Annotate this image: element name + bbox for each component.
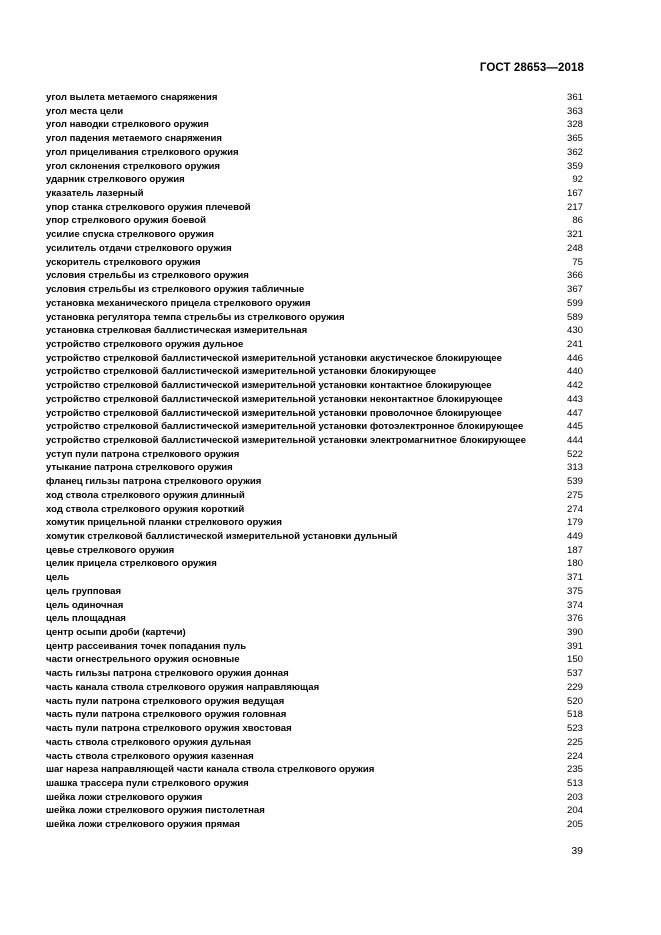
index-term: цель площадная: [46, 613, 126, 625]
index-term: шейка ложи стрелкового оружия пистолетная: [46, 805, 265, 817]
index-entry: [46, 475, 583, 489]
index-page-ref: 443: [566, 393, 583, 405]
index-term: цель групповая: [46, 585, 122, 597]
index-entry: [46, 461, 583, 475]
index-page-ref: 430: [566, 325, 583, 337]
index-entry: [46, 173, 583, 187]
index-page-ref: 440: [566, 366, 583, 378]
index-term: часть пули патрона стрелкового оружия ведущая: [46, 695, 285, 707]
index-page-ref: 522: [566, 448, 583, 460]
index-page-ref: 599: [566, 297, 583, 309]
index-page-ref: 539: [566, 476, 583, 488]
index-term: установка стрелковая баллистическая измерительная: [46, 325, 308, 337]
index-term: часть пули патрона стрелкового оружия хвостовая: [46, 723, 292, 735]
index-entry: [46, 214, 583, 228]
index-entry: [46, 352, 583, 366]
index-term: усилие спуска стрелкового оружия: [46, 229, 214, 241]
index-page-ref: 187: [566, 544, 583, 556]
index-entry: [46, 105, 583, 119]
index-page-ref: 371: [566, 572, 583, 584]
index-term: устройство стрелковой баллистической измерительной установки проволочное блокирующее: [46, 407, 502, 419]
index-entry: [46, 612, 583, 626]
index-term: ускоритель стрелкового оружия: [46, 256, 201, 268]
index-entry: [46, 681, 583, 695]
index-entry: [46, 516, 583, 530]
index-entry: [46, 750, 583, 764]
index-entry: [46, 434, 583, 448]
index-entry: [46, 420, 583, 434]
index-term: цевье стрелкового оружия: [46, 544, 175, 556]
index-page-ref: 229: [566, 681, 583, 693]
index-entry: [46, 544, 583, 558]
index-page-ref: 248: [566, 242, 583, 254]
index-entry: [46, 777, 583, 791]
index-entry: [46, 311, 583, 325]
index-term: угол места цели: [46, 105, 124, 117]
index-term: угол наводки стрелкового оружия: [46, 119, 209, 131]
index-term: устройство стрелковой баллистической измерительной установки фотоэлектронное блокирующее: [46, 421, 524, 433]
index-term: установка механического прицела стрелкового оружия: [46, 297, 311, 309]
index-page-ref: 205: [566, 819, 583, 831]
index-term: угол вылета метаемого снаряжения: [46, 92, 218, 103]
index-page-ref: 179: [566, 517, 583, 529]
index-entry: [46, 791, 583, 805]
index-page-ref: 167: [566, 188, 583, 200]
index-term: шашка трассера пули стрелкового оружия: [46, 777, 249, 789]
index-entry: [46, 407, 583, 421]
index-entry: [46, 695, 583, 709]
index-term: угол падения метаемого снаряжения: [46, 133, 222, 145]
index-page-ref: 367: [566, 284, 583, 296]
index-term: устройство стрелковой баллистической измерительной установки блокирующее: [46, 366, 437, 378]
index-term: часть ствола стрелкового оружия казенная: [46, 750, 254, 762]
index-entry: [46, 571, 583, 585]
index-page-ref: 518: [566, 709, 583, 721]
index-term: цель: [46, 572, 70, 584]
index-entry: [46, 736, 583, 750]
index-page-ref: 375: [566, 585, 583, 597]
index-page-ref: 376: [566, 613, 583, 625]
index-page-ref: 361: [566, 92, 583, 103]
index-entry: [46, 132, 583, 146]
index-entry: [46, 146, 583, 160]
index-entry: [46, 653, 583, 667]
index-page-ref: 235: [566, 764, 583, 776]
index-entry: [46, 324, 583, 338]
index-page-ref: 180: [566, 558, 583, 570]
index-term: шаг нареза направляющей части канала ствола стрелкового оружия: [46, 764, 375, 776]
index-term: цель одиночная: [46, 599, 124, 611]
index-term: части огнестрельного оружия основные: [46, 654, 240, 666]
index-page-ref: 328: [566, 119, 583, 131]
index-entry: [46, 626, 583, 640]
index-entry: [46, 557, 583, 571]
index-term: фланец гильзы патрона стрелкового оружия: [46, 476, 262, 488]
index-entry: [46, 804, 583, 818]
index-term: часть гильзы патрона стрелкового оружия донная: [46, 668, 289, 680]
index-term: угол склонения стрелкового оружия: [46, 160, 220, 172]
index-term: усилитель отдачи стрелкового оружия: [46, 242, 232, 254]
index-entry: [46, 489, 583, 503]
index-page-ref: 275: [566, 489, 583, 501]
index-page-ref: 523: [566, 723, 583, 735]
index-page-ref: 520: [566, 695, 583, 707]
index-term: ход ствола стрелкового оружия длинный: [46, 489, 245, 501]
index-term: часть пули патрона стрелкового оружия головная: [46, 709, 287, 721]
index-term: устройство стрелковой баллистической измерительной установки электромагнитное блокирующее: [46, 434, 526, 446]
index-entry: [46, 599, 583, 613]
index-entry: [46, 269, 583, 283]
index-term: устройство стрелкового оружия дульное: [46, 338, 244, 350]
index-entry: [46, 503, 583, 517]
index-page-ref: 274: [566, 503, 583, 515]
index-term: устройство стрелковой баллистической измерительной установки акустическое блокирующее: [46, 352, 502, 364]
index-page-ref: 442: [566, 380, 583, 392]
index-entry: [46, 448, 583, 462]
index-page-ref: 390: [566, 627, 583, 639]
index-entry: [46, 242, 583, 256]
index-entry: [46, 283, 583, 297]
index-page-ref: 203: [566, 791, 583, 803]
index-page-ref: 217: [566, 201, 583, 213]
index-entry: [46, 297, 583, 311]
index-entry: [46, 640, 583, 654]
index-page-ref: 313: [566, 462, 583, 474]
index-term: шейка ложи стрелкового оружия прямая: [46, 819, 241, 831]
term-index-list: [46, 91, 583, 832]
index-term: устройство стрелковой баллистической измерительной установки контактное блокирующее: [46, 380, 492, 392]
index-page-ref: 447: [566, 407, 583, 419]
index-entry: [46, 365, 583, 379]
index-page-ref: 224: [566, 750, 583, 762]
index-page-ref: 92: [572, 174, 583, 186]
index-entry: [46, 338, 583, 352]
index-term: упор станка стрелкового оружия плечевой: [46, 201, 251, 213]
index-entry: [46, 379, 583, 393]
index-entry: [46, 530, 583, 544]
index-page-ref: 537: [566, 668, 583, 680]
index-entry: [46, 763, 583, 777]
index-entry: [46, 585, 583, 599]
index-entry: [46, 667, 583, 681]
index-term: уступ пули патрона стрелкового оружия: [46, 448, 240, 460]
index-entry: [46, 187, 583, 201]
index-term: центр осыпи дроби (картечи): [46, 627, 186, 639]
index-entry: [46, 708, 583, 722]
index-term: условия стрельбы из стрелкового оружия: [46, 270, 249, 282]
index-term: условия стрельбы из стрелкового оружия табличные: [46, 284, 305, 296]
index-page-ref: 589: [566, 311, 583, 323]
index-page-ref: 150: [566, 654, 583, 666]
index-entry: [46, 393, 583, 407]
index-page-ref: 446: [566, 352, 583, 364]
index-page-ref: 365: [566, 133, 583, 145]
index-term: часть канала ствола стрелкового оружия направляющая: [46, 681, 320, 693]
index-entry: [46, 91, 583, 105]
index-term: хомутик прицельной планки стрелкового оружия: [46, 517, 282, 529]
index-page-ref: 204: [566, 805, 583, 817]
index-entry: [46, 118, 583, 132]
page-number: 39: [571, 845, 583, 857]
index-page-ref: 359: [566, 160, 583, 172]
index-entry: [46, 160, 583, 174]
index-page-ref: 513: [566, 777, 583, 789]
index-entry: [46, 722, 583, 736]
index-page-ref: 374: [566, 599, 583, 611]
index-term: целик прицела стрелкового оружия: [46, 558, 217, 570]
index-page-ref: 391: [566, 640, 583, 652]
index-term: часть ствола стрелкового оружия дульная: [46, 736, 252, 748]
index-page-ref: 86: [572, 215, 583, 227]
index-page-ref: 362: [566, 146, 583, 158]
index-page-ref: 75: [572, 256, 583, 268]
index-term: указатель лазерный: [46, 188, 144, 200]
index-term: установка регулятора темпа стрельбы из стрелкового оружия: [46, 311, 345, 323]
index-term: угол прицеливания стрелкового оружия: [46, 146, 239, 158]
index-entry: [46, 818, 583, 832]
index-page-ref: 449: [566, 531, 583, 542]
index-page-ref: 225: [566, 736, 583, 748]
index-term: ударник стрелкового оружия: [46, 174, 185, 186]
document-standard-header: ГОСТ 28653—2018: [479, 62, 584, 74]
index-term: хомутик стрелковой баллистической измерительной установки дульный: [46, 531, 398, 542]
index-term: ход ствола стрелкового оружия короткий: [46, 503, 245, 515]
index-page-ref: 321: [566, 229, 583, 241]
index-term: шейка ложи стрелкового оружия: [46, 791, 203, 803]
index-page-ref: 241: [566, 338, 583, 350]
index-page-ref: 445: [566, 421, 583, 433]
index-term: устройство стрелковой баллистической измерительной установки неконтактное блокирующее: [46, 393, 503, 405]
index-term: упор стрелкового оружия боевой: [46, 215, 207, 227]
index-page-ref: 444: [566, 434, 583, 446]
index-page-ref: 363: [566, 105, 583, 117]
index-entry: [46, 201, 583, 215]
index-entry: [46, 228, 583, 242]
index-term: утыкание патрона стрелкового оружия: [46, 462, 233, 474]
index-entry: [46, 256, 583, 270]
index-term: центр рассеивания точек попадания пуль: [46, 640, 247, 652]
index-page-ref: 366: [566, 270, 583, 282]
